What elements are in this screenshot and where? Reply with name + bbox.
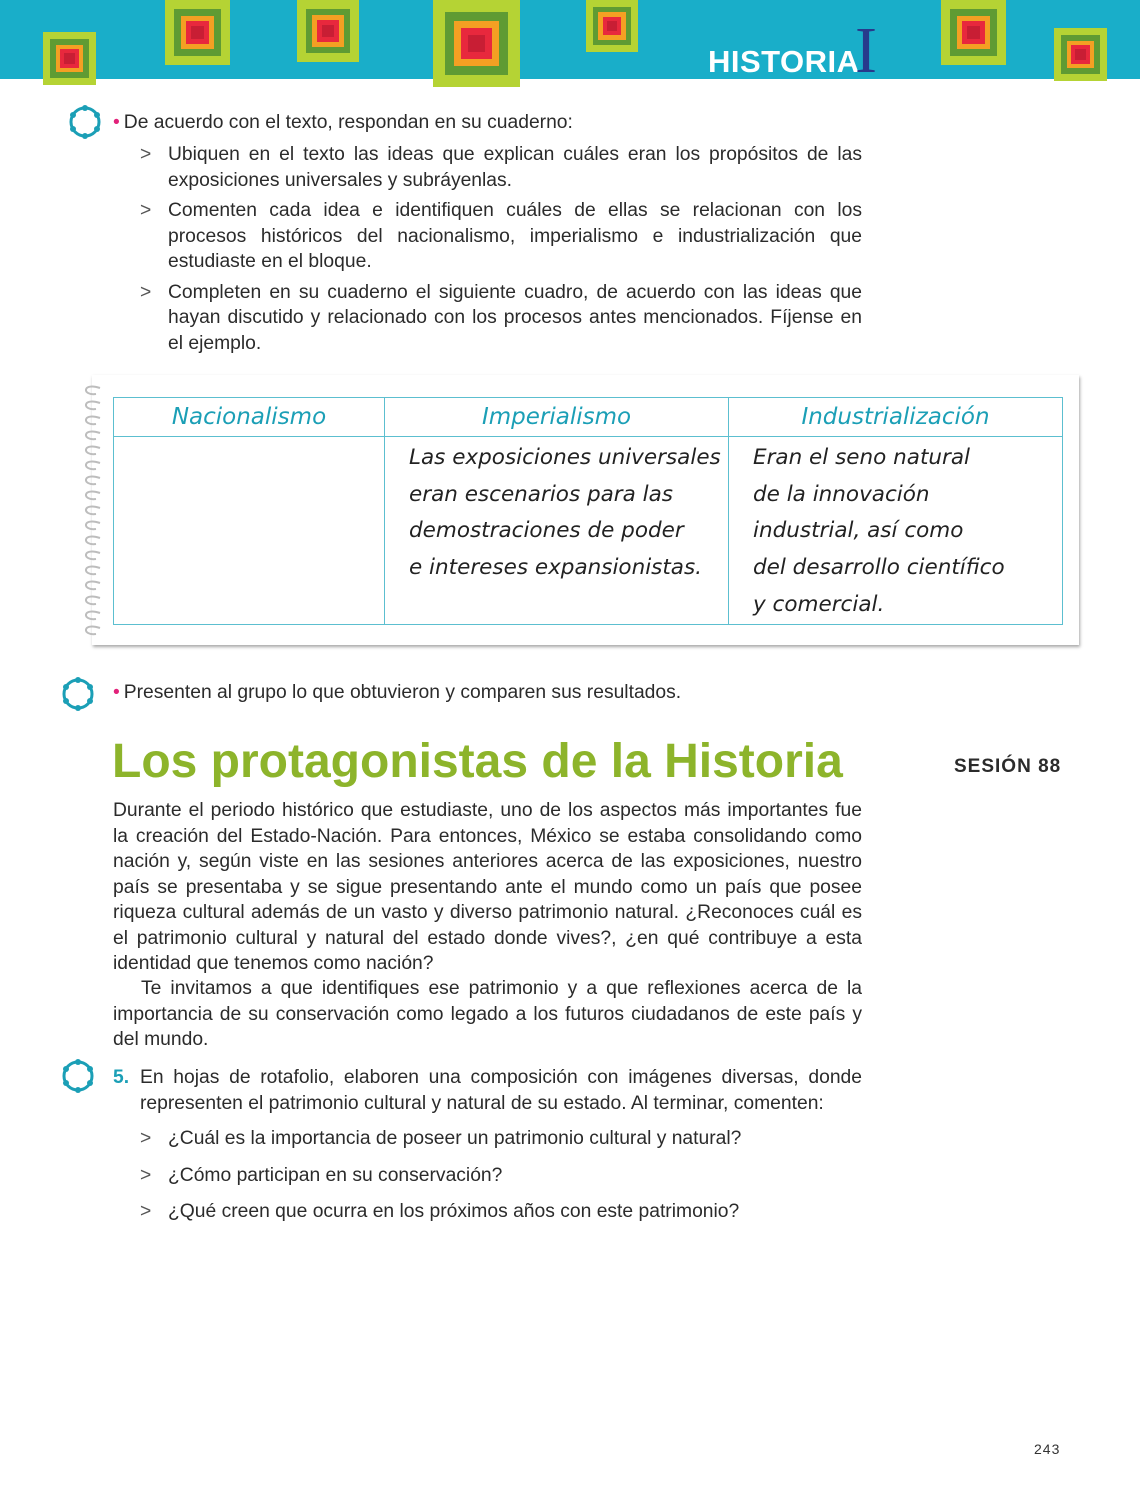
question-list (140, 1126, 862, 1230)
section-paragraph: Durante el periodo histórico que estudiaste, uno de los aspectos más importantes fue la creación del Estado-Nación. Para entonces, México se estaba consolidando como nación y, según viste en las sesiones anteriores acerca de las exposiciones, nuestro país se presentaba y se sigue presentando ante el mundo como un país que posee riqueza cultural además de un vasto y diverso patrimonio natural. ¿Reconoces cuál es el patrimonio cultural y natural del estado donde vives?, ¿en qué contribuye a esta identidad que tenemos como nación? (113, 800, 862, 974)
list-arrow: > (140, 1128, 152, 1149)
activity-number: 5. (113, 1067, 130, 1088)
spiral-ring (86, 626, 100, 634)
spiral-ring (86, 551, 100, 559)
decorative-square-tile (941, 0, 1006, 65)
list-arrow: > (140, 200, 152, 221)
spiral-ring (86, 536, 100, 544)
decorative-square-tile (165, 0, 230, 65)
spiral-ring (86, 386, 100, 394)
table-header-cell: Nacionalismo (114, 398, 385, 437)
table-cell-imperialismo: Las exposiciones universales eran escenarios para las demostraciones de poder e intereses expansionistas. (385, 437, 729, 625)
list-arrow: > (140, 1201, 152, 1222)
section-paragraph: Te invitamos a que identifiques ese patrimonio y a que reflexiones acerca de la importancia de su conservación como legado a los futuros ciudadanos de este país y del mundo. (113, 978, 862, 1050)
team-activity-icon (60, 1058, 96, 1094)
activity-sub-list (140, 142, 862, 361)
numbered-activity (113, 1065, 862, 1114)
table-header-cell: Industrialización (729, 398, 1063, 437)
spiral-ring (86, 566, 100, 574)
spiral-ring (86, 611, 100, 619)
bullet-marker: • (113, 112, 120, 133)
activity-present-results: • Presenten al grupo lo que obtuvieron y comparen sus resultados. (113, 682, 682, 703)
bullet-marker: • (113, 682, 120, 703)
spiral-ring (86, 401, 100, 409)
spiral-ring (86, 431, 100, 439)
spiral-ring (86, 596, 100, 604)
table-header-cell: Imperialismo (385, 398, 729, 437)
decorative-square-tile (43, 32, 96, 85)
list-arrow: > (140, 1164, 152, 1186)
team-activity-icon (67, 104, 103, 140)
list-item: > Comenten cada idea e identifiquen cuáles de ellas se relacionan con los procesos históricos del nacionalismo, imperialismo e industrialización que estudiaste en el bloque. (140, 200, 862, 272)
spiral-ring (86, 506, 100, 514)
spiral-ring (86, 521, 100, 529)
decorative-square-tile (433, 0, 520, 87)
spiral-ring (86, 461, 100, 469)
decorative-square-tile (297, 0, 359, 62)
list-arrow: > (140, 281, 152, 303)
decorative-square-tile (586, 0, 638, 52)
activity-intro: • De acuerdo con el texto, respondan en su cuaderno: (113, 112, 573, 133)
team-activity-icon (60, 676, 96, 712)
list-item: > ¿Cuál es la importancia de poseer un patrimonio cultural y natural? (140, 1126, 862, 1152)
spiral-ring (86, 476, 100, 484)
comparison-table (113, 397, 1063, 625)
header-band (0, 0, 1140, 87)
table-cell-nacionalismo (114, 437, 385, 625)
session-label: SESIÓN 88 (954, 756, 1062, 777)
notebook-spiral-icon (74, 380, 104, 642)
section-title: Los protagonistas de la Historia (112, 735, 843, 788)
spiral-ring (86, 491, 100, 499)
header-title: HISTORIA (708, 44, 860, 79)
decorative-square-tile (1054, 28, 1107, 81)
header-volume-numeral: I (855, 14, 877, 87)
page-number: 243 (1034, 1441, 1061, 1457)
table-cell-industrializacion: Eran el seno natural de la innovación industrial, así como del desarrollo científico y comercial. (729, 437, 1063, 625)
spiral-ring (86, 581, 100, 589)
list-item: > Completen en su cuaderno el siguiente cuadro, de acuerdo con las ideas que hayan discutido y relacionado con los procesos antes mencionados. Fíjense en el ejemplo. (140, 281, 862, 354)
list-item: > ¿Qué creen que ocurra en los próximos años con este patrimonio? (140, 1199, 862, 1225)
spiral-ring (86, 446, 100, 454)
list-arrow: > (140, 144, 152, 165)
list-item: > Ubiquen en el texto las ideas que explican cuáles eran los propósitos de las exposiciones universales y subráyenlas. (140, 144, 862, 191)
spiral-ring (86, 416, 100, 424)
list-item: > ¿Cómo participan en su conservación? (140, 1163, 862, 1189)
activity-text: En hojas de rotafolio, elaboren una composición con imágenes diversas, donde representen el patrimonio cultural y natural de su estado. Al terminar, comenten: (140, 1067, 862, 1114)
